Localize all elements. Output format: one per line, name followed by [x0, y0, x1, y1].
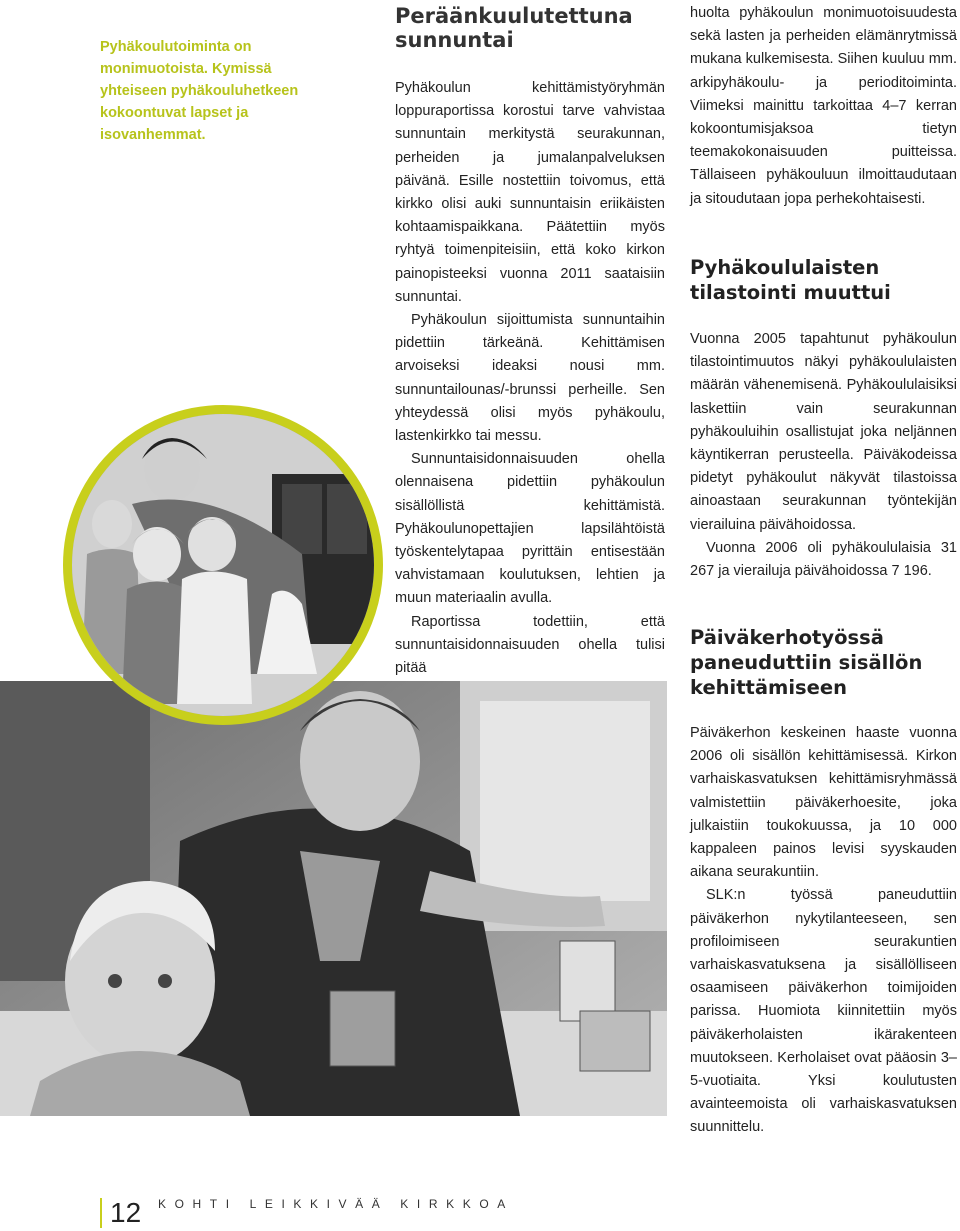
right-paragraph: Vuonna 2006 oli pyhäkoululaisia 31 267 ja vierailuja päivähoidossa 7 196.: [690, 539, 957, 580]
middle-paragraph: Pyhäkoulun sijoittumista sunnuntaihin pidettiin tärkeänä. Kehittämisen arvoiseksi ideaksi nousi mm. sunnuntailounas/-brunssi perheille. Sen yhteydessä olisi myös pyhäkoulu, lastenkirkko tai messu.: [395, 312, 665, 445]
footer-accent-bar: [100, 1198, 102, 1228]
photo-children-grandparents: [63, 405, 383, 725]
right-section-playgroup: [690, 722, 957, 1140]
page-number: 12: [110, 1197, 142, 1228]
right-continuation: [690, 2, 957, 211]
right-paragraph: Päiväkerhon keskeinen haaste vuonna 2006 oli sisällön kehittämisessä. Kirkon varhaiskasvatuksen kehittämisryhmässä valmistettiin päiväkerhoesite, joka julkaistiin toukokuussa, ja 10 000 kappaleen painos levisi syyskauden aikana seurakuntiin.: [690, 725, 957, 881]
photo-illustration: [72, 414, 374, 716]
right-paragraph: huolta pyhäkoulun monimuotoisuudesta sekä lasten ja perheiden elämänrytmissä mukana kulkemisesta. Siihen kuuluu mm. arkipyhäkoulu- ja perioditoiminta. Viimeksi mainittu tarkoittaa 4–7 kerran kokoontumisjaksoa tietyn teemakokonaisuuden puitteissa. Tällaiseen pyhäkouluun ilmoittaudutaan ja sitoudutaan jopa perhekohtaisesti.: [690, 5, 957, 207]
right-heading-playgroup: Päiväkerhotyössä paneuduttiin sisällön kehittämiseen: [690, 626, 923, 699]
photo-illustration: [0, 681, 667, 1116]
right-paragraph: SLK:n työssä paneuduttiin päiväkerhon nykytilanteeseen, sen profiloimiseen seurakuntien varhaiskasvatuksena ja sisällölliseen osaamiseen päiväkerhon toimijoiden parissa. Huomiota kiinnitettiin myös päiväkerholaisten ikärakenteen muutokseen. Kerholaiset ovat pääosin 3–5-vuotiaita. Yksi koulutusten avainteemoista oli varhaiskasvatuksen suunnittelu.: [690, 887, 957, 1136]
magazine-title: KOHTI LEIKKIVÄÄ KIRKKOA: [158, 1197, 514, 1211]
right-section-statistics: [690, 328, 957, 583]
right-heading-statistics: Pyhäkoululaisten tilastointi muuttui: [690, 256, 891, 304]
right-paragraph: Vuonna 2005 tapahtunut pyhäkoulun tilastointimuutos näkyi pyhäkoululaisten määrän vähenemisenä. Pyhäkoululaisiksi laskettiin vain seurakunnan pyhäkouluihin osallistujat joka neljännen käyntikerran perusteella. Päiväkodeissa pidetyt pyhäkoulut näkyvät tilastoissa ainoastaan seurakunnan työntekijän vierailuina päivähoidossa.: [690, 331, 957, 533]
middle-paragraph: Raportissa todettiin, että sunnuntaisidonnaisuuden ohella tulisi pitää: [395, 613, 665, 677]
middle-column: [395, 77, 665, 680]
middle-paragraph: Pyhäkoulun kehittämistyöryhmän loppuraportissa korostui tarve vahvistaa sunnuntain merkitystä seurakunnan, perheiden ja jumalanpalveluksen päivänä. Esille nostettiin toivomus, että kirkko olisi auki sunnuntaisin eriikäisten kohtaamispaikkana. Päätettiin myös ryhtyä toimenpiteisiin, että koko kirkon painopisteeksi vuonna 2011 saataisiin sunnuntai.: [395, 80, 665, 305]
photo-caption: Pyhäkoulutoiminta on monimuotoista. Kymissä yhteiseen pyhäkouluhetkeen kokoontuvat lapset ja isovanhemmat.: [100, 39, 299, 143]
middle-heading: Peräänkuulutettuna sunnuntai: [395, 4, 633, 52]
photo-grandfather-child-crafts: [0, 681, 667, 1116]
middle-paragraph: Sunnuntaisidonnaisuuden ohella olennaisena pidettiin pyhäkoulun sisällöllistä kehittämistä. Pyhäkoulunopettajien lapsilähtöistä työskentelytapaa pyrittäin entisestään vahvistamaan koulutuksen, lehtien ja muun materiaalin avulla.: [395, 451, 665, 607]
